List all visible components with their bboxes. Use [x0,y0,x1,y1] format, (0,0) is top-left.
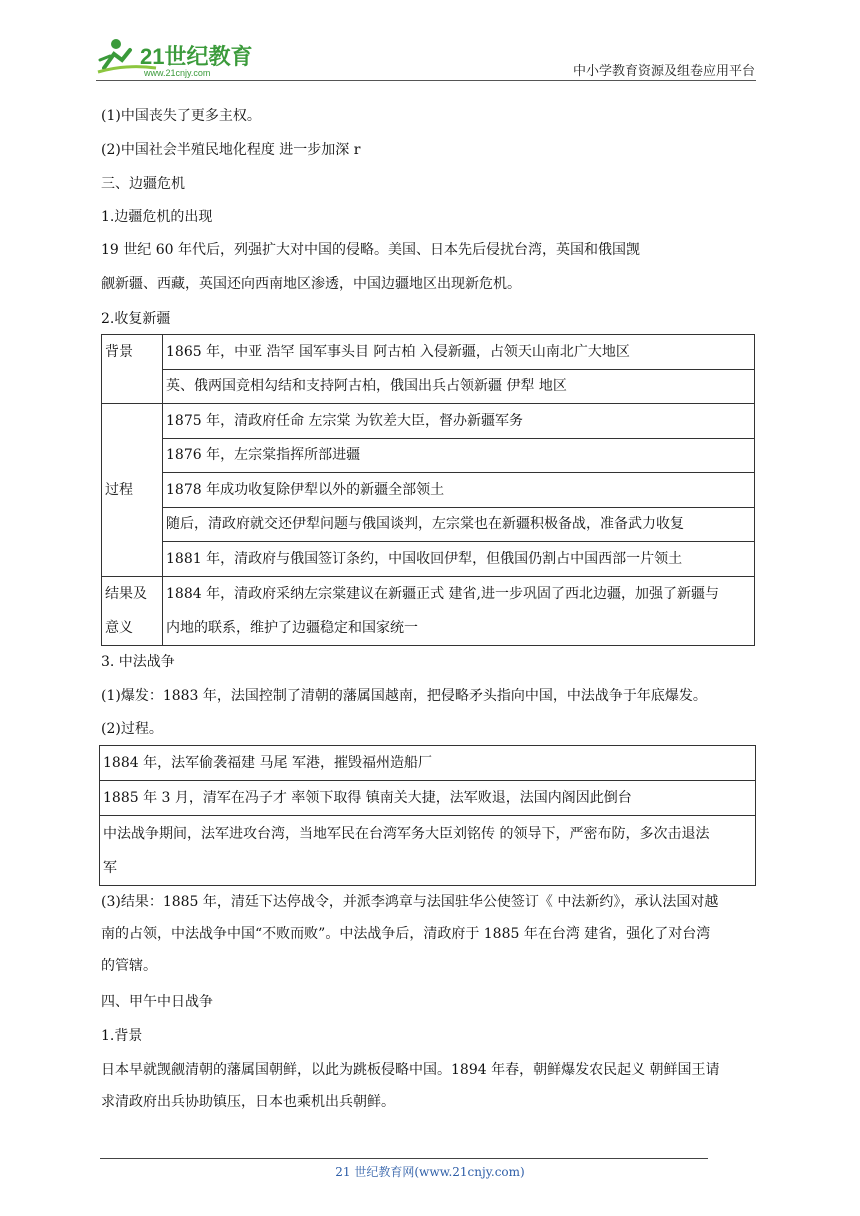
header-divider [96,80,756,81]
label-line: 结果及 [105,585,147,602]
text-line: (1)爆发：1883 年，法国控制了清朝的藩属国越南，把侵略矛头指向中国，中法战争于年底爆发。 [101,688,707,704]
background-paragraph [101,1054,761,1118]
result-paragraph [101,886,761,982]
para-line: (3)结果：1885 年，清廷下达停战令，并派李鸿章与法国驻华公使签订《 中法新约》，承认法国对越 [101,894,719,910]
text-line: (2)中国社会半殖民地化程度 进一步加深 r [101,142,361,158]
table-cell: 1884 年，法军偷袭福建 马尾 军港，摧毁福州造船厂 [100,746,756,781]
para-line: 求清政府出兵协助镇压，日本也乘机出兵朝鲜。 [101,1094,395,1110]
footer-divider [100,1158,708,1159]
cell-line: 内地的联系，维护了边疆稳定和国家统一 [166,619,418,636]
section-heading: 四、甲午中日战争 [101,994,213,1010]
table-cell: 1881 年，清政府与俄国签订条约，中国收回伊犁，但俄国仍割占中国西部一片领土 [163,542,755,577]
cell-line: 1884 年，清政府采纳左宗棠建议在新疆正式 建省,进一步巩固了西北边疆，加强了新疆与 [166,585,719,602]
table-cell [163,576,755,645]
table-cell: 1875 年，清政府任命 左宗棠 为钦差大臣，督办新疆军务 [163,404,755,439]
sino-french-table [99,745,756,886]
xinjiang-table [101,334,755,646]
text-line: (1)中国丧失了更多主权。 [101,108,261,124]
table-cell: 1885 年 3 月，清军在冯子才 率领下取得 镇南关大捷，法军败退，法国内阁因此倒台 [100,781,756,816]
footer-link[interactable]: 21 世纪教育网(www.21cnjy.com) [335,1165,525,1179]
cell-line: 中法战争期间，法军进攻台湾，当地军民在台湾军务大臣刘铭传 的领导下，严密布防，多次击退法 [103,825,710,842]
table-cell: 1865 年，中亚 浩罕 国军事头目 阿古柏 入侵新疆，占领天山南北广大地区 [163,335,755,370]
para-line: 南的占领，中法战争中国“不败而败”。中法战争后，清政府于 1885 年在台湾 建省，强化了对台湾 [101,926,711,942]
table-label-result [102,576,163,645]
site-logo [96,34,256,80]
text-line: 觎新疆、西藏，英国还向西南地区渗透，中国边疆地区出现新危机。 [101,276,521,292]
table-cell: 1876 年，左宗棠指挥所部进疆 [163,438,755,473]
subsection-heading: 1.背景 [101,1028,143,1044]
para-line: 的管辖。 [101,958,157,974]
table-label-background: 背景 [102,335,163,404]
table-cell: 英、俄两国竞相勾结和支持阿古柏，俄国出兵占领新疆 伊犁 地区 [163,369,755,404]
label-line: 意义 [105,619,133,636]
table-cell [100,816,756,886]
text-line: (2)过程。 [101,721,163,737]
logo-url: www.21cnjy.com [144,68,211,78]
table-cell: 随后，清政府就交还伊犁问题与俄国谈判，左宗棠也在新疆积极备战，准备武力收复 [163,507,755,542]
table-label-process: 过程 [102,404,163,577]
subsection-heading: 3. 中法战争 [101,654,175,670]
table-cell: 1878 年成功收复除伊犁以外的新疆全部领土 [163,473,755,508]
runner-logo-icon [96,34,256,80]
platform-name: 中小学教育资源及组卷应用平台 [572,64,755,79]
subsection-heading: 1.边疆危机的出现 [101,209,213,225]
section-heading: 三、边疆危机 [101,176,185,192]
logo-text: 21世纪教育 [140,44,253,69]
text-line: 19 世纪 60 年代后，列强扩大对中国的侵略。美国、日本先后侵扰台湾，英国和俄国觊 [101,242,640,258]
subsection-heading: 2.收复新疆 [101,311,171,327]
para-line: 日本早就觊觎清朝的藩属国朝鲜，以此为跳板侵略中国。1894 年春，朝鲜爆发农民起义 朝鲜国王请 [101,1062,720,1078]
cell-line: 军 [103,859,117,876]
